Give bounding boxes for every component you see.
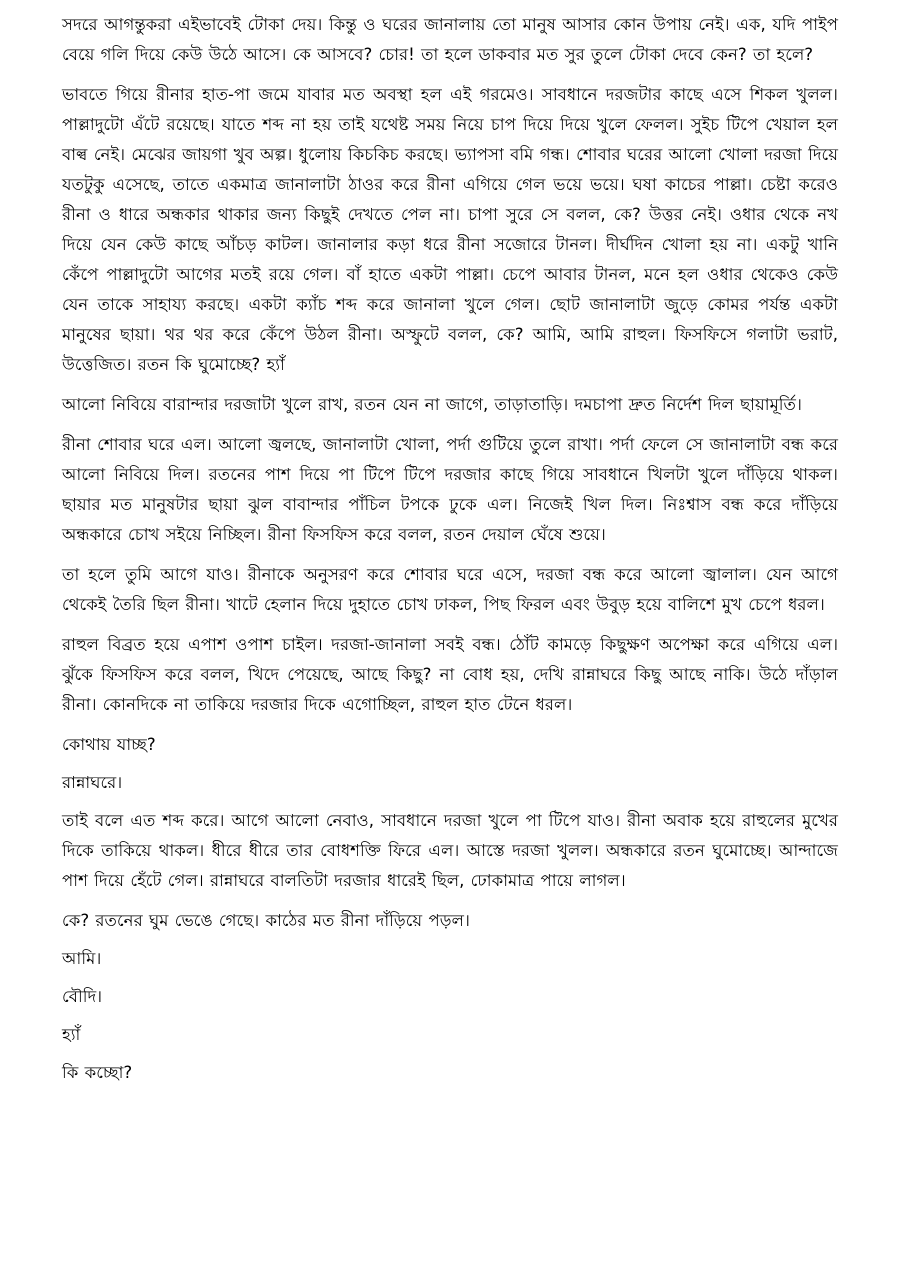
dialogue-line: কি কচ্ছো? bbox=[62, 1063, 133, 1082]
document-page bbox=[62, 10, 838, 1096]
paragraph-1: সদরে আগন্তুকরা এইভাবেই টোকা দেয়। কিন্তু ও ঘরের জানালায় তো মানুষ আসার কোন উপায় নেই। এক, যদি পাইপ বেয়ে গলি দিয়ে কেউ উঠে আসে। কে আসবে? চোর! তা হলে ডাকবার মত সুর তুলে টোকা দেবে কেন? তা হলে? bbox=[62, 15, 838, 64]
dialogue-line: রান্নাঘরে। bbox=[62, 773, 123, 792]
dialogue-line: বৌদি। bbox=[62, 987, 103, 1006]
paragraph-2: ভাবতে গিয়ে রীনার হাত-পা জমে যাবার মত অবস্থা হল এই গরমেও। সাবধানে দরজটার কাছে এসে শিকল খুলল। পাল্লাদুটো এঁটে রয়েছে। যাতে শব্দ না হয় তাই যথেষ্ট সময় নিয়ে চাপ দিয়ে দিয়ে খুলে ফেলল। সুইচ টিপে খেয়াল হল বাল্ব নেই। মেঝের জায়গা খুব অল্প। ধুলোয় কিচকিচ করছে। ভ্যাপসা বমি গন্ধ। শোবার ঘরের আলো খোলা দরজা দিয়ে যতটুকু এসেছে, তাতে একমাত্র জানালাটা ঠাওর করে রীনা এগিয়ে গেল ভয়ে ভয়ে। ঘষা কাচের পাল্লা। চেষ্টা করেও রীনা ও ধারে অন্ধকার থাকার জন্য কিছুই দেখতে পেল না। চাপা সুরে সে বলল, কে? উত্তর নেই। ওধার থেকে নখ দিয়ে যেন কেউ কাছে আঁচড় কাটল। জানালার কড়া ধরে রীনা সজোরে টানল। দীর্ঘদিন খোলা হয় না। একটু খানি কেঁপে পাল্লাদুটো আগের মতই রয়ে গেল। বাঁ হাতে একটা পাল্লা। চেপে আবার টানল, মনে হল ওধার থেকেও কেউ যেন তাকে সাহায্য করছে। একটা ক্যাঁচ শব্দ করে জানালা খুলে গেল। ছোট জানালাটা জুড়ে কোমর পর্যন্ত একটা মানুষের ছায়া। থর থর করে কেঁপে উঠল রীনা। অস্ফুটে বলল, কে? আমি, আমি রাহুল। ফিসফিসে গলাটা ভরাট, উত্তেজিত। রতন কি ঘুমোচ্ছে? হ্যাঁ bbox=[62, 85, 838, 374]
paragraph-5: তা হলে তুমি আগে যাও। রীনাকে অনুসরণ করে শোবার ঘরে এসে, দরজা বন্ধ করে আলো জ্বালাল। যেন আগে থেকেই তৈরি ছিল রীনা। খাটে হেলান দিয়ে দুহাতে চোখ ঢাকল, পিছ ফিরল এবং উবুড় হয়ে বালিশে মুখ চেপে ধরল। bbox=[62, 565, 838, 614]
paragraph-4: রীনা শোবার ঘরে এল। আলো জ্বলছে, জানালাটা খোলা, পর্দা গুটিয়ে তুলে রাখা। পর্দা ফেলে সে জানালাটা বন্ধ করে আলো নিবিয়ে দিল। রতনের পাশ দিয়ে পা টিপে টিপে দরজার কাছে গিয়ে সাবধানে খিলটা খুলে দাঁড়িয়ে থাকল। ছায়ার মত মানুষটার ছায়া ঝুল বাবান্দার পাঁচিল টপকে ঢুকে এল। নিজেই খিল দিল। নিঃশ্বাস বন্ধ করে দাঁড়িয়ে অন্ধকারে চোখ সইয়ে নিচ্ছিল। রীনা ফিসফিস করে বলল, রতন দেয়াল ঘেঁষে শুয়ে। bbox=[62, 435, 838, 544]
paragraph-9: তাই বলে এত শব্দ করে। আগে আলো নেবাও, সাবধানে দরজা খুলে পা টিপে যাও। রীনা অবাক হয়ে রাহুলের মুখের দিকে তাকিয়ে থাকল। ধীরে ধীরে তার বোধশক্তি ফিরে এল। আস্তে দরজা খুলল। অন্ধকারে রতন ঘুমোচ্ছে। আন্দাজে পাশ দিয়ে হেঁটে গেল। রান্নাঘরে বালতিটা দরজার ধারেই ছিল, ঢোকামাত্র পায়ে লাগল। bbox=[62, 811, 838, 890]
dialogue-line: কোথায় যাচ্ছ? bbox=[62, 735, 156, 754]
paragraph-10: কে? রতনের ঘুম ভেঙে গেছে। কাঠের মত রীনা দাঁড়িয়ে পড়ল। bbox=[62, 911, 470, 930]
dialogue-line: আমি। bbox=[62, 949, 102, 968]
dialogue-line: হ্যাঁ bbox=[62, 1025, 81, 1044]
paragraph-6: রাহুল বিব্রত হয়ে এপাশ ওপাশ চাইল। দরজা-জানালা সবই বন্ধ। ঠোঁট কামড়ে কিছুক্ষণ অপেক্ষা করে এগিয়ে এল। ঝুঁকে ফিসফিস করে বলল, খিদে পেয়েছে, আছে কিছু? না বোধ হয়, দেখি রান্নাঘরে কিছু আছে নাকি। উঠে দাঁড়াল রীনা। কোনদিকে না তাকিয়ে দরজার দিকে এগোচ্ছিল, রাহুল হাত টেনে ধরল। bbox=[62, 635, 838, 714]
paragraph-3: আলো নিবিয়ে বারান্দার দরজাটা খুলে রাখ, রতন যেন না জাগে, তাড়াতাড়ি। দমচাপা দ্রুত নির্দেশ দিল ছায়ামূর্তি। bbox=[62, 395, 802, 414]
